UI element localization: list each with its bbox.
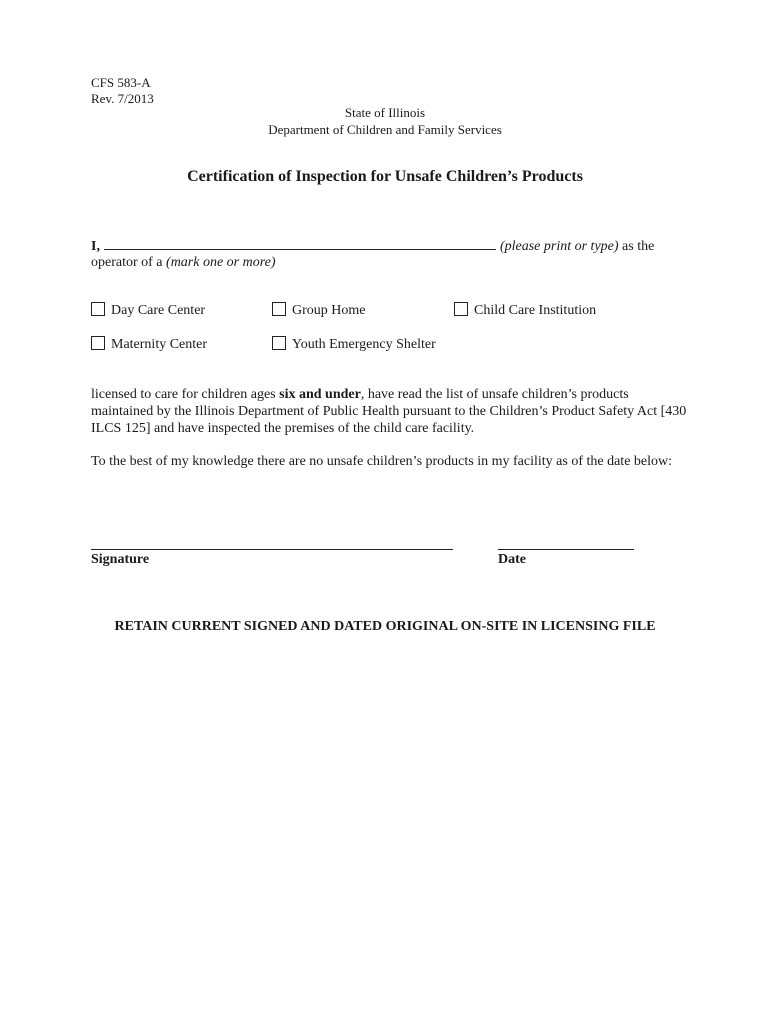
state-name: State of Illinois: [344, 105, 426, 120]
certification-paragraph: [91, 386, 691, 437]
option-maternity-center[interactable]: [91, 336, 207, 353]
signature-field[interactable]: [91, 549, 453, 550]
option-label: Child Care Institution: [474, 303, 597, 318]
as-the-text: as the: [618, 239, 655, 254]
option-label: Maternity Center: [111, 337, 208, 352]
department-name: Department of Children and Family Services: [268, 122, 502, 137]
page-title: Certification of Inspection for Unsafe Children’s Products: [187, 168, 583, 185]
mark-note: (mark one or more): [166, 255, 276, 270]
operator-name-field[interactable]: [104, 237, 496, 250]
checkbox-child-care-institution[interactable]: [454, 302, 468, 316]
para1-rest: , have read the list of unsafe children’s products maintained by the Illinois Department of Public Health pursuant to the Children’s Product Safety Act [430 ILCS 125] and have inspected the premises of the child care facility.: [91, 387, 687, 436]
declaration-line: [91, 237, 691, 255]
option-label: Day Care Center: [111, 303, 206, 318]
option-day-care-center[interactable]: [91, 302, 205, 319]
date-field[interactable]: [498, 549, 634, 550]
knowledge-statement: To the best of my knowledge there are no unsafe children’s products in my facility as of the date below:: [91, 454, 673, 469]
operator-of-text: operator of a: [91, 255, 167, 270]
form-identifier: [91, 75, 154, 107]
operator-line: [91, 255, 276, 271]
age-range-emphasis: six and under: [279, 387, 361, 402]
option-youth-emergency-shelter[interactable]: [272, 336, 436, 353]
option-label: Group Home: [292, 303, 366, 318]
print-note: (please print or type): [499, 239, 619, 254]
form-number: CFS 583-A: [91, 75, 151, 90]
option-group-home[interactable]: [272, 302, 366, 319]
declaration-prefix: I,: [91, 239, 100, 254]
checkbox-group-home[interactable]: [272, 302, 286, 316]
form-revision: Rev. 7/2013: [91, 91, 154, 106]
checkbox-maternity-center[interactable]: [91, 336, 105, 350]
checkbox-youth-emergency-shelter[interactable]: [272, 336, 286, 350]
option-label: Youth Emergency Shelter: [292, 337, 436, 352]
para1-start: licensed to care for children ages: [91, 387, 280, 402]
date-label: Date: [498, 552, 526, 567]
retention-notice: RETAIN CURRENT SIGNED AND DATED ORIGINAL ON-SITE IN LICENSING FILE: [114, 619, 656, 634]
checkbox-day-care-center[interactable]: [91, 302, 105, 316]
signature-label: Signature: [91, 552, 150, 567]
option-child-care-institution[interactable]: [454, 302, 596, 319]
